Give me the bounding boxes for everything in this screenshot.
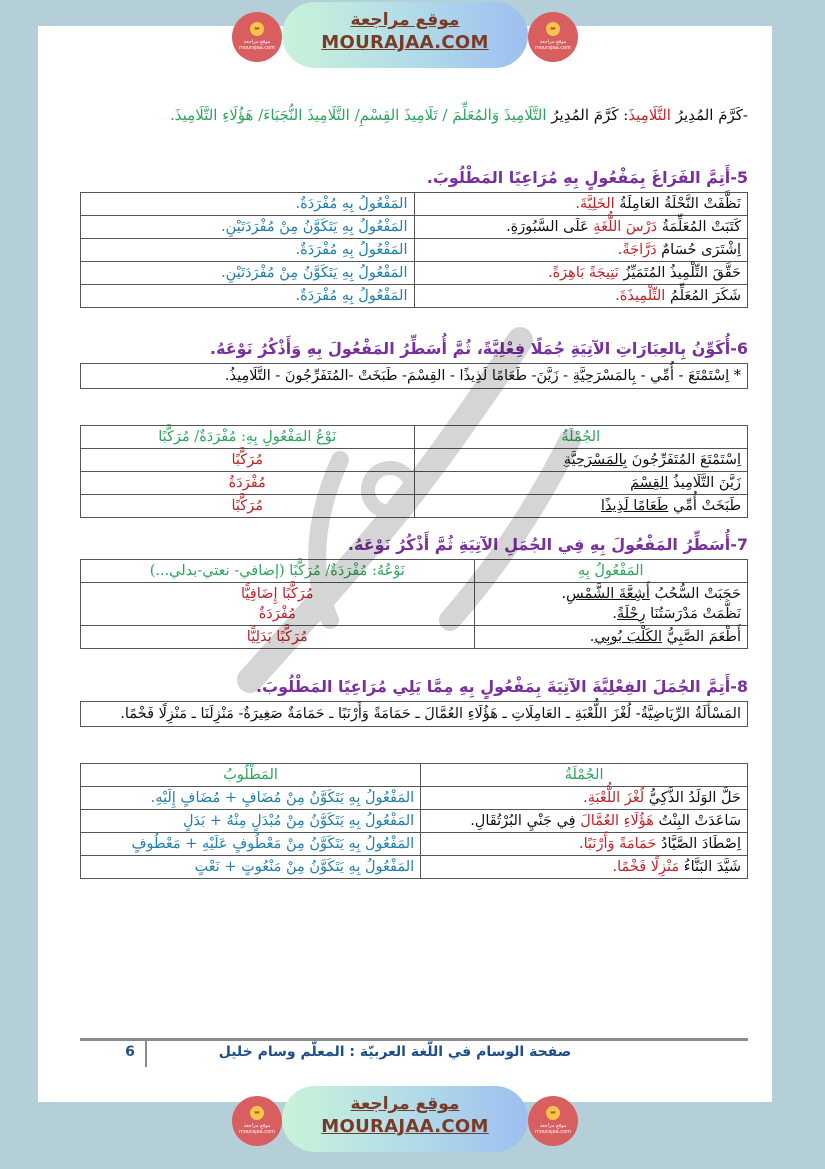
object-type: مُرَكَّبًا بَدَلِيًّا <box>81 626 475 649</box>
underlined-object: الكَلْبَ بُوبِي <box>594 629 663 645</box>
object-type: مُفْرَدَةٌ <box>81 472 415 495</box>
header-object: المَفْعُولُ بِهِ <box>474 560 747 583</box>
object-answer: حَمَامَةً وَأَرْنَبًا. <box>579 836 657 852</box>
intro-answer-variants: التَّلَامِيذَ وَالمُعَلِّمَ / تَلَامِيذَ القِسْمِ/ التَّلَامِيذَ النُّجَبَاءَ/ هَؤُلَاءِ التَّلَامِيذَ. <box>170 106 547 124</box>
intro-highlight: التَّلَامِيذَ <box>628 106 671 124</box>
book-icon: ▬ <box>250 1106 264 1120</box>
table-header-row <box>81 560 748 583</box>
required-structure: المَفْعُولُ بِهِ يَتَكَوَّنُ مِنْ مُبْدَلٍ مِنْهُ + بَدَلٍ <box>81 810 421 833</box>
required-structure: المَفْعُولُ بِهِ يَتَكَوَّنُ مِنْ مَعْطُوفٍ عَلَيْهِ + مَعْطُوفٍ <box>81 833 421 856</box>
table-row: أَطْعَمَ الصَّبِيُّ الكَلْبَ بُوبِي. مُرَكَّبًا بَدَلِيًّا <box>81 626 748 649</box>
table-header-row <box>81 764 748 787</box>
intro-text: : كَرَّمَ المُدِيرُ <box>546 106 629 124</box>
table-row: شَكَرَ المُعَلِّمُ التِّلْمِيذَةَ. المَفْعُولُ بِهِ مُفْرَدَةٌ. <box>81 285 748 308</box>
header-sentence: الجُمْلَةُ <box>421 764 748 787</box>
object-answer: هَؤُلَاءِ العُمَّالَ <box>580 813 654 829</box>
footer-separator <box>145 1041 147 1067</box>
section-5 <box>80 167 748 308</box>
header-type: نَوْعُ المَفْعُولِ بِهِ: مُفْرَدَةٌ/ مُرَكَّبًا <box>81 426 415 449</box>
site-banner-bottom[interactable] <box>282 1086 528 1152</box>
object-note: المَفْعُولُ بِهِ مُفْرَدَةٌ. <box>81 239 415 262</box>
site-logo-badge[interactable]: ▬ موقع مراجعة mourajaa.com <box>528 1096 578 1146</box>
intro-text: -كَرَّمَ المُدِيرُ <box>670 106 748 124</box>
underlined-object: القِسْمَ <box>630 475 669 491</box>
table-row: حَقَّقَ التِّلْمِيذُ المُتَمَيِّزُ نَتِيجَةً بَاهِرَةً. المَفْعُولُ بِهِ يَتَكَوَّنُ مِنْ مُفْرَدَتَيْنِ. <box>81 262 748 285</box>
underlined-object: رِحْلَةً <box>616 606 646 622</box>
book-icon: ▬ <box>546 1106 560 1120</box>
object-note: المَفْعُولُ بِهِ يَتَكَوَّنُ مِنْ مُفْرَدَتَيْنِ. <box>81 262 415 285</box>
object-answer: نَتِيجَةً بَاهِرَةً. <box>547 265 619 281</box>
intro-answer <box>80 104 748 126</box>
section-5-title: 5-أَتِمَّ الفَرَاغَ بِمَفْعُولٍ بِهِ مُرَاعِيًا المَطْلُوبَ. <box>426 168 748 187</box>
site-banner-top[interactable] <box>282 2 528 68</box>
section-7 <box>80 534 748 649</box>
section-8 <box>80 676 748 879</box>
table-row: حَلَّ الوَلَدُ الذَّكِيُّ لُغْزَ اللُّعْبَةِ. المَفْعُولُ بِهِ يَتَكَوَّنُ مِنْ مُضَافٍ + مُضَافٍ إِلَيْهِ. <box>81 787 748 810</box>
object-answer: الخَلِيَّةَ. <box>575 196 615 212</box>
required-structure: المَفْعُولُ بِهِ يَتَكَوَّنُ مِنْ مَنْعُوتٍ + نَعْتٍ <box>81 856 421 879</box>
underlined-object: بِالمَسْرَحِيَّةِ <box>563 452 628 468</box>
site-logo-badge[interactable]: ▬ موقع مراجعة mourajaa.com <box>528 12 578 62</box>
section-6-word-bank: * اِسْتَمْتَعَ - أُمِّي - بِالمَسْرَحِيَّةِ - زَيَّنَ- طَعَامًا لَذِيذًا - القِسْمَ- طَبَخَتْ -المُتَفَرِّجُونَ - التَّلَامِيذُ. <box>80 363 748 389</box>
section-6-table <box>80 425 748 518</box>
section-6 <box>80 338 748 518</box>
header-required: المَطْلُوبُ <box>81 764 421 787</box>
object-type: مُفْرَدَةٌ <box>258 606 296 622</box>
table-row: طَبَخَتْ أُمِّي طَعَامًا لَذِيذًا مُرَكَّبًا <box>81 495 748 518</box>
header-type: نَوْعُهُ: مُفْرَدَةٌ/ مُرَكَّبًا (إضافي- نعتي-بدلي...) <box>81 560 475 583</box>
table-row: اِصْطَادَ الصَّيَّادُ حَمَامَةً وَأَرْنَبًا. المَفْعُولُ بِهِ يَتَكَوَّنُ مِنْ مَعْطُوفٍ عَلَيْهِ + مَعْطُوفٍ <box>81 833 748 856</box>
site-logo-badge[interactable]: ▬ موقع مراجعة mourajaa.com <box>232 1096 282 1146</box>
section-7-title: 7-أُسَطِّرُ المَفْعُولَ بِهِ فِي الجُمَلِ الآتِيَةِ ثُمَّ أَذْكُرُ نَوْعَهُ. <box>347 535 748 554</box>
section-8-word-bank: المَسْأَلَةُ الرِّيَاضِيَّةُ- لُغْزَ اللُّعْبَةِ ـ العَامِلَاتِ ـ هَؤُلَاءِ العُمَّالَ ـ حَمَامَةً وَأَرْنَبًا ـ حَمَامَةٌ صَغِيرَةٌ- مَنْزِلَنَا ـ مَنْزِلًا فَخْمًا. <box>80 701 748 727</box>
table-row: كَتَبَتْ المُعَلِّمَةُ دَرْسَ اللُّغَةِ عَلَى السَّبُورَةِ. المَفْعُولُ بِهِ يَتَكَوَّنُ مِنْ مُفْرَدَتَيْنِ. <box>81 216 748 239</box>
section-8-table <box>80 763 748 879</box>
table-header-row <box>81 426 748 449</box>
table-row: حَجَبَتْ السُّحُبُ أَشِعَّةَ الشَّمْسِ. نَظَّمَتْ مَدْرَسَتُنَا رِحْلَةً. مُرَكَّبًا إِضَافِيًّا مُفْرَدَةٌ <box>81 583 748 626</box>
page-number: 6 <box>125 1044 135 1060</box>
object-answer: التِّلْمِيذَةَ. <box>615 288 666 304</box>
book-icon: ▬ <box>250 22 264 36</box>
object-answer: دَرْسَ اللُّغَةِ <box>593 219 658 235</box>
object-type: مُرَكَّبًا <box>81 449 415 472</box>
site-name-arabic: موقع مراجعة <box>350 10 460 30</box>
table-row: سَاعَدَتْ البِنْتُ هَؤُلَاءِ العُمَّالَ فِي جَنْيِ البُرْتُقَالِ. المَفْعُولُ بِهِ يَتَكَوَّنُ مِنْ مُبْدَلٍ مِنْهُ + بَدَلٍ <box>81 810 748 833</box>
section-5-table <box>80 192 748 308</box>
object-answer: مَنْزِلًا فَخْمًا. <box>612 859 680 875</box>
table-row: شَيَّدَ البَنَّاءُ مَنْزِلًا فَخْمًا. المَفْعُولُ بِهِ يَتَكَوَّنُ مِنْ مَنْعُوتٍ + نَعْتٍ <box>81 856 748 879</box>
table-row: نَظَّفَتْ النَّحْلَةُ العَامِلَةُ الخَلِيَّةَ. المَفْعُولُ بِهِ مُفْرَدَةٌ. <box>81 193 748 216</box>
section-6-title: 6-أُكَوِّنُ بِالعِبَارَاتِ الآتِيَةِ جُمَلًا فِعْلِيَّةً، ثُمَّ أُسَطِّرُ المَفْعُولَ بِهِ وَأَذْكُرُ نَوْعَهُ. <box>209 339 748 358</box>
section-8-title: 8-أَتِمَّ الجُمَلَ الفِعْلِيَّةَ الآتِيَةَ بِمَفْعُولٍ بِهِ مِمَّا يَلِي مُرَاعِيًا المَطْلُوبَ. <box>255 677 748 696</box>
footer-title: صفحة الوسام في اللّغة العربيّة : المعلّم وسام خليل <box>218 1044 572 1060</box>
table-row: اِشْتَرَى حُسَامٌ دَرَّاجَةً. المَفْعُولُ بِهِ مُفْرَدَةٌ. <box>81 239 748 262</box>
footer-divider <box>80 1038 748 1041</box>
table-row: اِسْتَمْتَعَ المُتَفَرِّجُونَ بِالمَسْرَحِيَّةِ مُرَكَّبًا <box>81 449 748 472</box>
header-sentence: الجُمْلَةُ <box>414 426 748 449</box>
table-row: زَيَّنَ التَّلَامِيذُ القِسْمَ مُفْرَدَةٌ <box>81 472 748 495</box>
object-answer: لُغْزَ اللُّعْبَةِ. <box>583 790 645 806</box>
site-name-arabic: موقع مراجعة <box>350 1094 460 1114</box>
book-icon: ▬ <box>546 22 560 36</box>
object-type: مُرَكَّبًا إِضَافِيًّا <box>240 586 314 602</box>
object-type: مُرَكَّبًا <box>81 495 415 518</box>
object-note: المَفْعُولُ بِهِ يَتَكَوَّنُ مِنْ مُفْرَدَتَيْنِ. <box>81 216 415 239</box>
underlined-object: أَشِعَّةَ الشَّمْسِ <box>566 586 650 602</box>
site-logo-badge[interactable]: ▬ موقع مراجعة mourajaa.com <box>232 12 282 62</box>
section-7-table <box>80 559 748 649</box>
object-answer: دَرَّاجَةً. <box>617 242 657 258</box>
underlined-object: طَعَامًا لَذِيذًا <box>600 498 669 514</box>
object-note: المَفْعُولُ بِهِ مُفْرَدَةٌ. <box>81 193 415 216</box>
site-name-latin: MOURAJAA.COM <box>321 1116 489 1137</box>
required-structure: المَفْعُولُ بِهِ يَتَكَوَّنُ مِنْ مُضَافٍ + مُضَافٍ إِلَيْهِ. <box>81 787 421 810</box>
site-name-latin: MOURAJAA.COM <box>321 32 489 53</box>
object-note: المَفْعُولُ بِهِ مُفْرَدَةٌ. <box>81 285 415 308</box>
